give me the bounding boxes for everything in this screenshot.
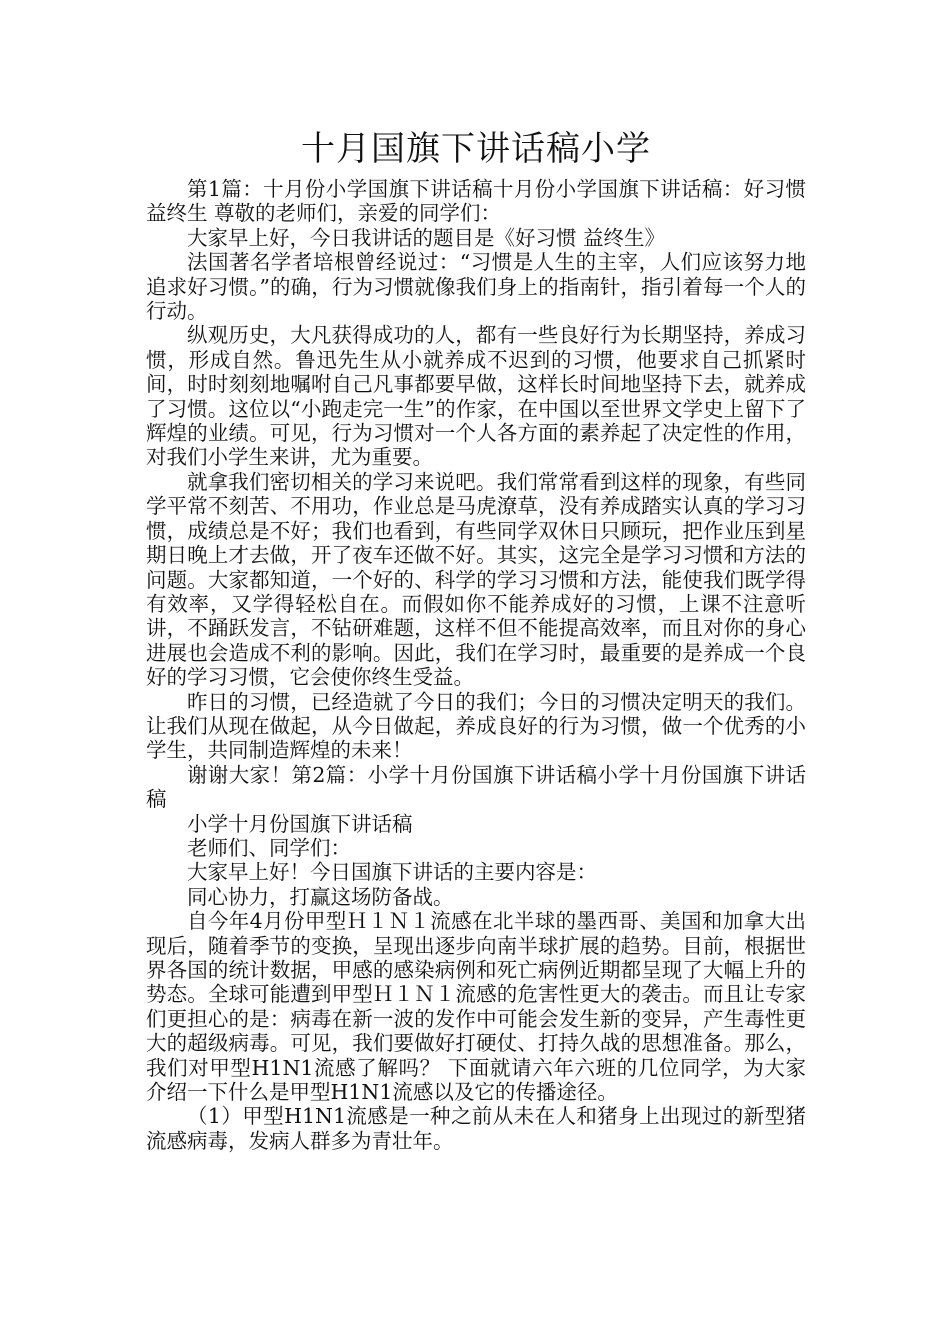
- paragraph-9: 老师们、同学们：: [187, 835, 351, 860]
- paragraph-8: 小学十月份国旗下讲话稿: [187, 811, 413, 836]
- paragraph-7: 谢谢大家！第2篇：小学十月份国旗下讲话稿小学十月份国旗下讲话稿: [146, 762, 806, 812]
- paragraph-3: 法国著名学者培根曾经说过：“习惯是人生的主宰，人们应该努力地追求好习惯。”的确，行为习惯就像我们身上的指南针，指引着每一个人的行动。: [146, 250, 806, 324]
- paragraph-1: 第1篇：十月份小学国旗下讲话稿十月份小学国旗下讲话稿：好习惯 益终生 尊敬的老师们，亲爱的同学们：: [146, 177, 806, 226]
- document-title: 十月国旗下讲话稿小学: [301, 129, 651, 169]
- paragraph-11: 同心协力，打赢这场防备战。: [187, 884, 454, 909]
- paragraph-6: 昨日的习惯，已经造就了今日的我们；今日的习惯决定明天的我们。让我们从现在做起，从今日做起，养成良好的行为习惯，做一个优秀的小学生，共同制造辉煌的未来！: [146, 689, 806, 763]
- paragraph-13: （1）甲型H1N1流感是一种之前从未在人和猪身上出现过的新型猪流感病毒，发病人群多为青壮年。: [146, 1104, 806, 1153]
- paragraph-4: 纵观历史，大凡获得成功的人，都有一些良好行为长期坚持，养成习惯，形成自然。鲁迅先生从小就养成不迟到的习惯，他要求自己抓紧时间，时时刻刻地嘱咐自己凡事都要早做，这样长时间地坚持下去，就养成了习惯。这位以“小跑走完一生”的作家，在中国以至世界文学史上留下了辉煌的业绩。可见，行为习惯对一个人各方面的素养起了决定性的作用，对我们小学生来讲，尤为重要。: [146, 323, 806, 470]
- document-page: [146, 125, 806, 1153]
- paragraph-10: 大家早上好！今日国旗下讲话的主要内容是：: [187, 860, 597, 885]
- paragraph-2: 大家早上好，今日我讲话的题目是《好习惯 益终生》: [187, 225, 666, 250]
- paragraph-12: 自今年4月份甲型Ｈ１Ｎ１流感在北半球的墨西哥、美国和加拿大出现后，随着季节的变换，呈现出逐步向南半球扩展的趋势。目前，根据世界各国的统计数据，甲感的感染病例和死亡病例近期都呈现了大幅上升的势态。全球可能遭到甲型Ｈ１Ｎ１流感的危害性更大的袭击。而且让专家们更担心的是：病毒在新一波的发作中可能会发生新的变异，产生毒性更大的超级病毒。可见，我们要做好打硬仗、打持久战的思想准备。那么，我们对甲型H1N1流感了解吗？ 下面就请六年六班的几位同学，为大家介绍一下什么是甲型H1N1流感以及它的传播途径。: [146, 909, 806, 1105]
- paragraph-5: 就拿我们密切相关的学习来说吧。我们常常看到这样的现象，有些同学平常不刻苦、不用功，作业总是马虎潦草，没有养成踏实认真的学习习惯，成绩总是不好；我们也看到，有些同学双休日只顾玩，把作业压到星期日晚上才去做，开了夜车还做不好。其实，这完全是学习习惯和方法的问题。大家都知道，一个好的、科学的学习习惯和方法，能使我们既学得有效率，又学得轻松自在。而假如你不能养成好的习惯，上课不注意听讲，不踊跃发言，不钻研难题，这样不但不能提高效率，而且对你的身心进展也会造成不利的影响。因此，我们在学习时，最重要的是养成一个良好的学习习惯，它会使你终生受益。: [146, 469, 806, 690]
- document-body: [146, 177, 806, 1153]
